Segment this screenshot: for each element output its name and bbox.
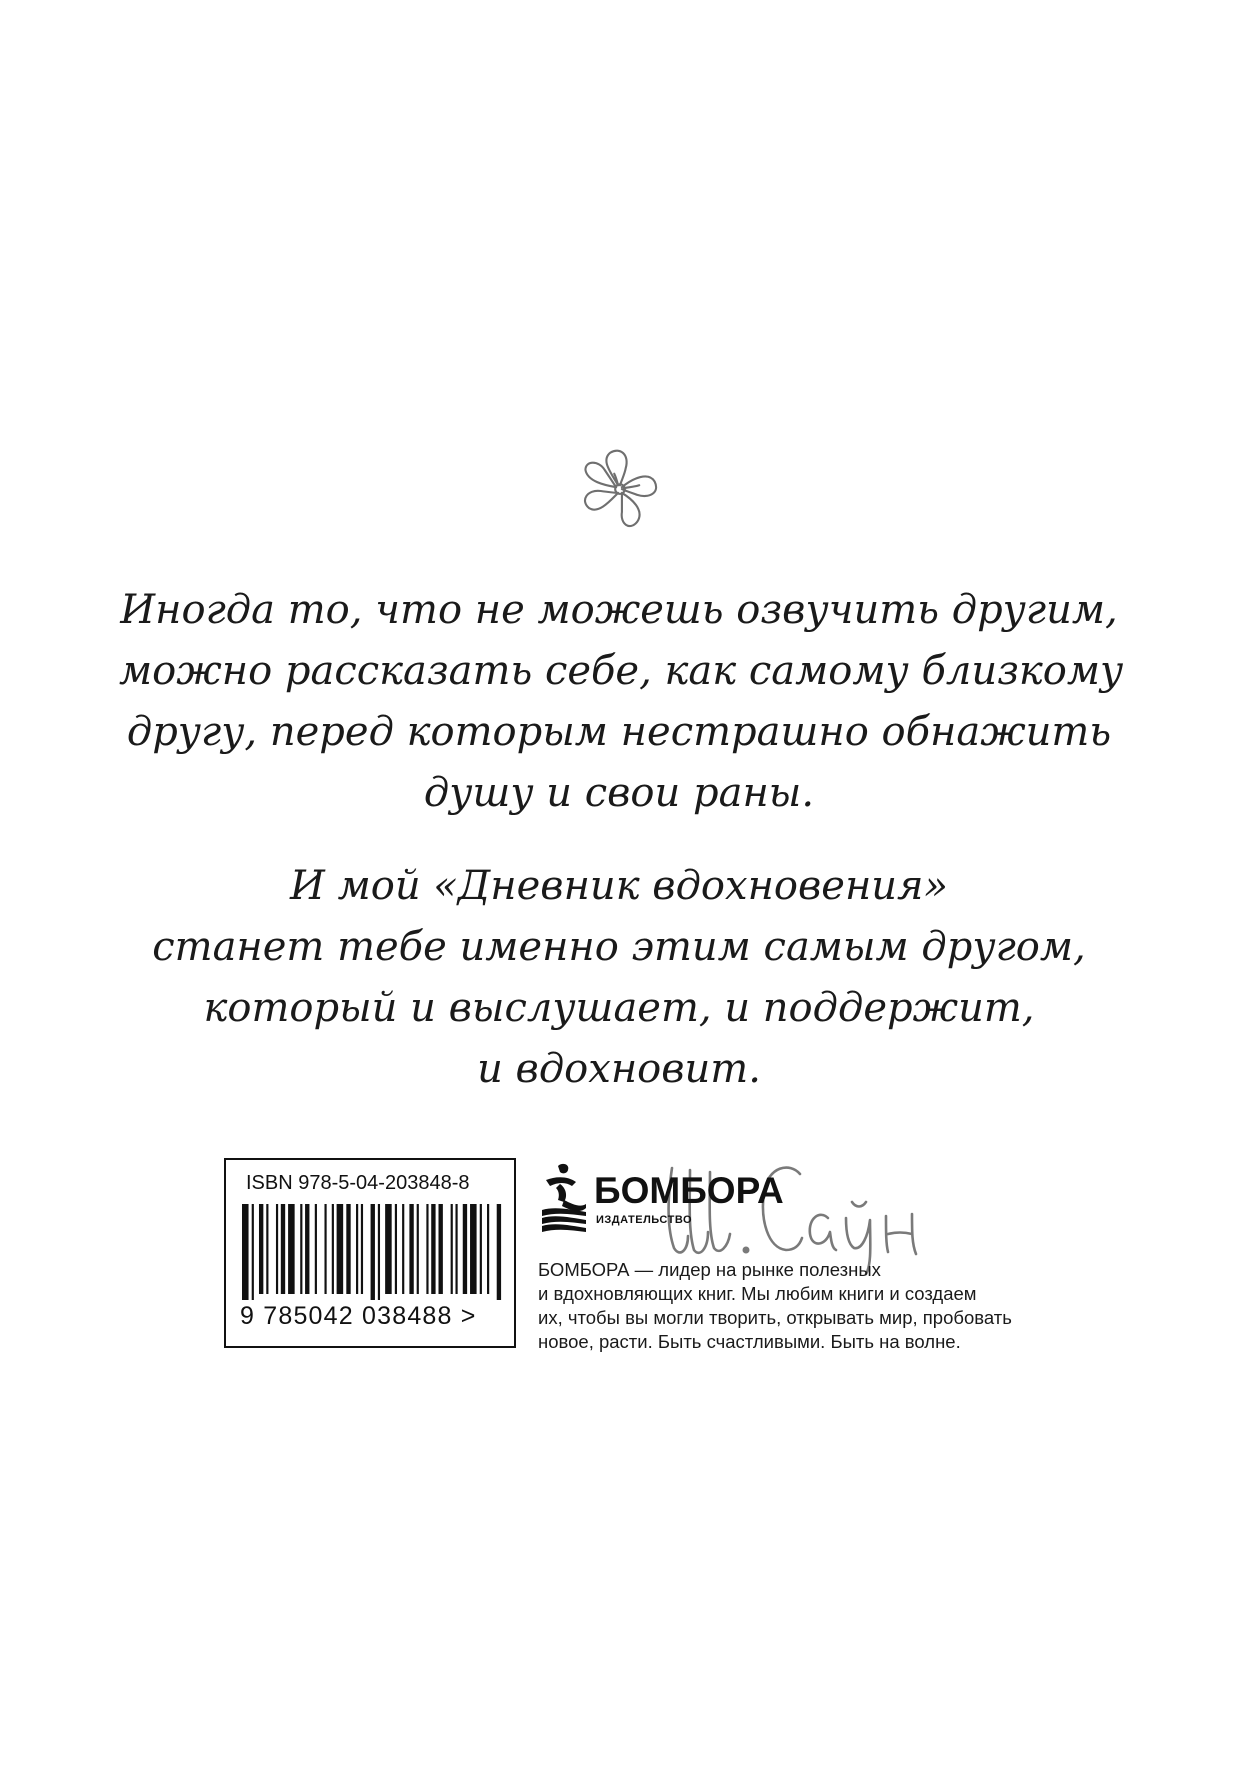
quote-line: который и выслушает, и поддержит, — [203, 985, 1035, 1031]
quote-line: и вдохновит. — [477, 1046, 761, 1092]
publisher-description — [538, 1258, 1012, 1354]
flower-icon — [572, 443, 668, 539]
barcode-box — [224, 1158, 516, 1348]
publisher-name: БОМБОРА — [594, 1170, 784, 1211]
publisher-logo — [538, 1160, 784, 1240]
quote-line: другу, перед которым нестрашно обнажить — [126, 709, 1112, 755]
isbn-text: ISBN 978-5-04-203848-8 — [246, 1172, 470, 1194]
description-line: их, чтобы вы могли творить, открывать мир, пробовать — [538, 1307, 1012, 1328]
quote-line: И мой «Дневник вдохновения» — [289, 863, 949, 909]
description-line: новое, расти. Быть счастливыми. Быть на волне. — [538, 1331, 961, 1352]
quote-paragraph-1 — [119, 580, 1124, 824]
barcode-digits: 9 785042 038488 > — [240, 1302, 477, 1330]
barcode-icon — [242, 1204, 504, 1300]
publisher-subtitle: ИЗДАТЕЛЬСТВО — [596, 1214, 693, 1226]
quote-line: станет тебе именно этим самым другом, — [152, 924, 1086, 970]
description-line: БОМБОРА — лидер на рынке полезных — [538, 1259, 881, 1280]
quote-line: Иногда то, что не можешь озвучить другим, — [120, 587, 1118, 633]
quote-line: можно рассказать себе, как самому близкому — [119, 648, 1124, 694]
description-line: и вдохновляющих книг. Мы любим книги и создаем — [538, 1283, 977, 1304]
bombora-logo-icon — [538, 1160, 592, 1236]
quote-paragraph-2 — [119, 856, 1119, 1100]
quote-line: душу и свои раны. — [423, 770, 815, 816]
